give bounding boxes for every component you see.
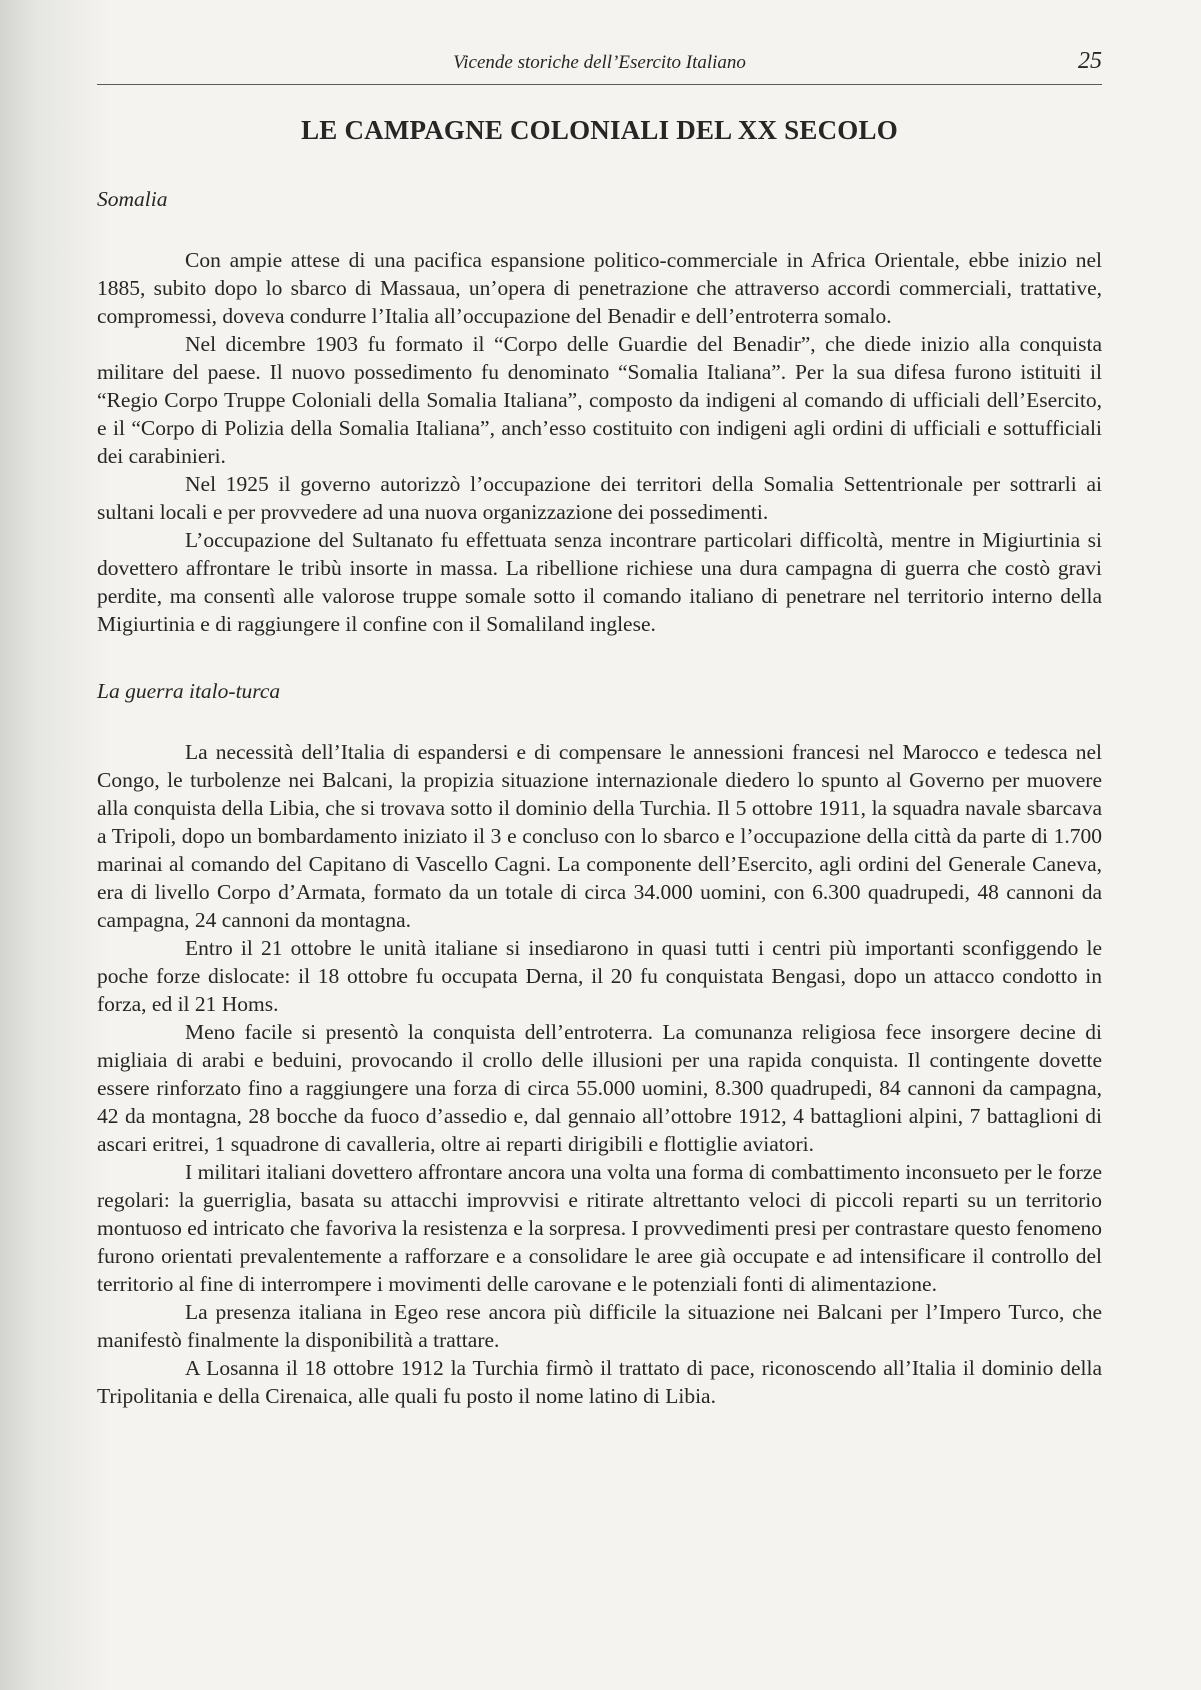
binding-shadow <box>0 0 110 1690</box>
paragraph: I militari italiani dovettero affrontare ancora una volta una forma di combattimento inconsueto per le forze regolari: la guerriglia, basata su attacchi improvvisi e ritirate altrettanto veloci di piccoli reparti su un territorio montuoso ed intricato che favoriva la resistenza e la sorpresa. I provvedimenti presi per contrastare questo fenomeno furono orientati prevalentemente a rafforzare e a consolidare le aree già occupate e ad intensificare il controllo del territorio al fine di interrompere i movimenti delle carovane e le potenziali fonti di alimentazione. <box>97 1160 1102 1296</box>
paragraph: Nel dicembre 1903 fu formato il “Corpo delle Guardie del Benadir”, che diede inizio alla conquista militare del paese. Il nuovo possedimento fu denominato “Somalia Italiana”. Per la sua difesa furono istituiti il “Regio Corpo Truppe Coloniali della Somalia Italiana”, composto da indigeni al comando di ufficiali dell’Esercito, e il “Corpo di Polizia della Somalia Italiana”, anch’esso costituito con indigeni agli ordini di ufficiali e sottufficiali dei carabinieri. <box>97 332 1102 468</box>
section-somalia <box>97 185 1102 638</box>
paragraph: L’occupazione del Sultanato fu effettuata senza incontrare particolari difficoltà, mentre in Migiurtinia si dovettero affrontare le tribù insorte in massa. La ribellione richiese una dura campagna di guerra che costò gravi perdite, ma consentì alle valorose truppe somale sotto il comando italiano di penetrare nel territorio interno della Migiurtinia e di raggiungere il confine con il Somaliland inglese. <box>97 528 1102 636</box>
running-title: Vicende storiche dell’Esercito Italiano <box>453 52 746 73</box>
section-guerra-italo-turca <box>97 677 1102 1410</box>
paragraph: La necessità dell’Italia di espandersi e di compensare le annessioni francesi nel Marocco e tedesca nel Congo, le turbolenze nei Balcani, la propizia situazione internazionale diedero lo spunto al Governo per muovere alla conquista della Libia, che si trovava sotto il dominio della Turchia. Il 5 ottobre 1911, la squadra navale sbarcava a Tripoli, dopo un bombardamento iniziato il 3 e concluso con lo sbarco e l’occupazione della città da parte di 1.700 marinai al comando del Capitano di Vascello Cagni. La componente dell’Esercito, agli ordini del Generale Caneva, era di livello Corpo d’Armata, formato da un totale di circa 34.000 uomini, con 6.300 quadrupedi, 48 cannoni da campagna, 24 cannoni da montagna. <box>97 740 1102 932</box>
section-title: Somalia <box>97 187 168 211</box>
paragraph: Con ampie attese di una pacifica espansione politico-commerciale in Africa Orientale, ebbe inizio nel 1885, subito dopo lo sbarco di Massaua, un’opera di penetrazione che attraverso accordi commerciali, trattative, compromessi, doveva condurre l’Italia all’occupazione del Benadir e dell’entroterra somalo. <box>97 248 1102 328</box>
book-page <box>97 48 1102 1410</box>
paragraph: Nel 1925 il governo autorizzò l’occupazione dei territori della Somalia Settentrionale per sottrarli ai sultani locali e per provvedere ad una nuova organizzazione dei possedimenti. <box>97 472 1102 524</box>
section-title: La guerra italo-turca <box>97 679 281 703</box>
chapter-title: LE CAMPAGNE COLONIALI DEL XX SECOLO <box>301 115 898 145</box>
paragraph: La presenza italiana in Egeo rese ancora più difficile la situazione nei Balcani per l’Impero Turco, che manifestò finalmente la disponibilità a trattare. <box>97 1300 1102 1352</box>
page-number: 25 <box>1078 48 1102 74</box>
section-body <box>97 738 1102 1410</box>
paragraph: Entro il 21 ottobre le unità italiane si insediarono in quasi tutti i centri più importanti sconfiggendo le poche forze dislocate: il 18 ottobre fu occupata Derna, il 20 fu conquistata Bengasi, dopo un attacco condotto in forza, ed il 21 Homs. <box>97 936 1102 1016</box>
section-body <box>97 246 1102 638</box>
paragraph: A Losanna il 18 ottobre 1912 la Turchia firmò il trattato di pace, riconoscendo all’Italia il dominio della Tripolitania e della Cirenaica, alle quali fu posto il nome latino di Libia. <box>97 1356 1102 1408</box>
running-header <box>97 48 1102 85</box>
paragraph: Meno facile si presentò la conquista dell’entroterra. La comunanza religiosa fece insorgere decine di migliaia di arabi e beduini, provocando il crollo delle illusioni per una rapida conquista. Il contingente dovette essere rinforzato fino a raggiungere una forza di circa 55.000 uomini, 8.300 quadrupedi, 84 cannoni da campagna, 42 da montagna, 28 bocche da fuoco d’assedio e, dal gennaio all’ottobre 1912, 4 battaglioni alpini, 7 battaglioni di ascari eritrei, 1 squadrone di cavalleria, oltre ai reparti dirigibili e flottiglie aviatori. <box>97 1020 1102 1156</box>
